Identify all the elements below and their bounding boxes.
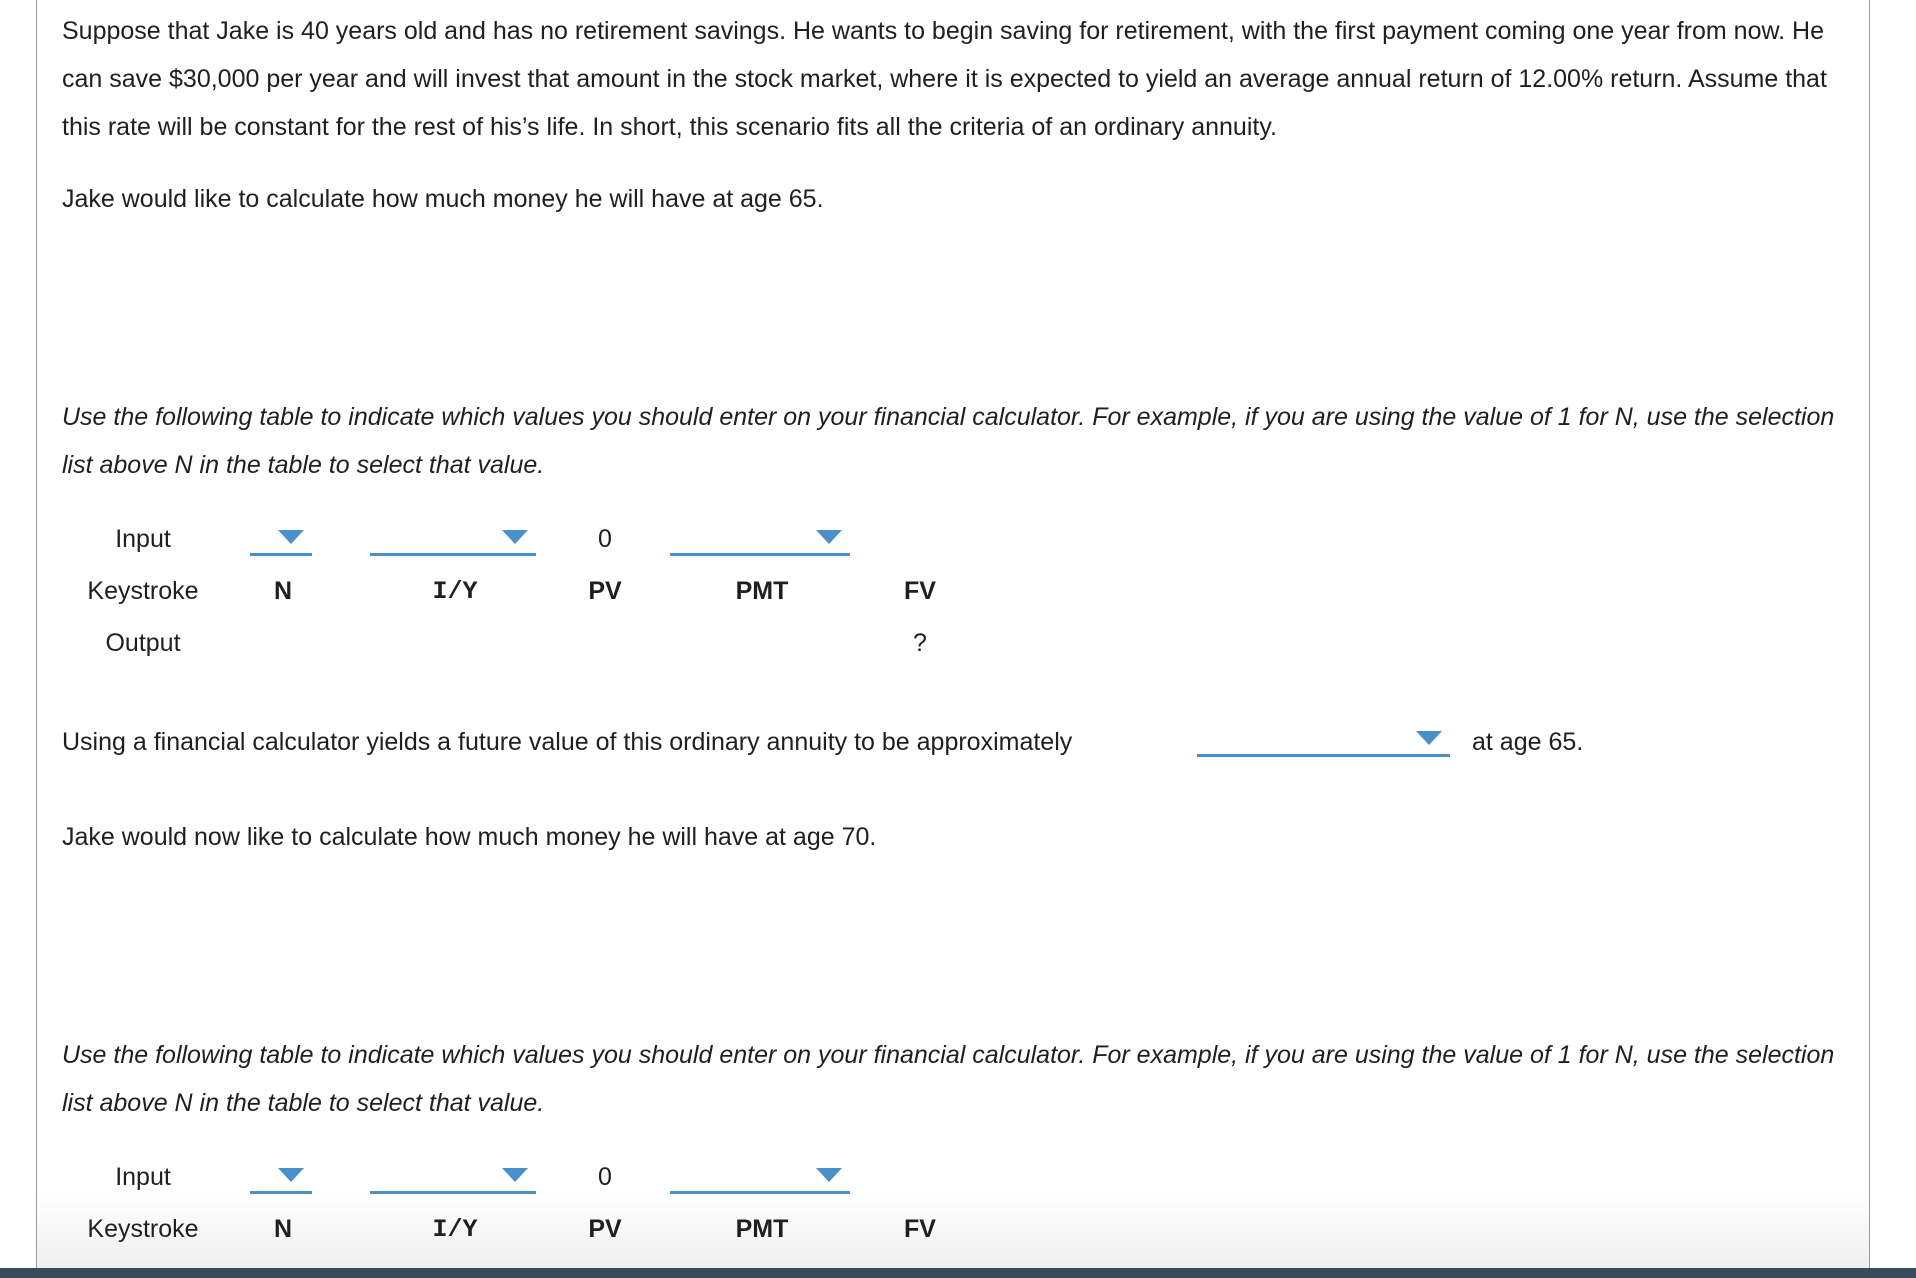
- iy-input-dropdown[interactable]: [370, 526, 536, 556]
- key-pv: PV: [588, 577, 622, 605]
- age-65-question: Jake would like to calculate how much money he will have at age 65.: [62, 185, 824, 213]
- key-pmt: PMT: [735, 1215, 789, 1243]
- fv-output-value: ?: [913, 629, 927, 657]
- key-fv: FV: [904, 577, 936, 605]
- table-instructions-1: Use the following table to indicate which values you should enter on your financial calculator. For example, if you are using the value of 1 for N, use the selection list above N in the table to select that value.: [62, 403, 1835, 479]
- age-70-question: Jake would now like to calculate how much money he will have at age 70.: [62, 823, 877, 851]
- pv-input-value: 0: [598, 525, 612, 553]
- n-input-dropdown[interactable]: [250, 526, 312, 556]
- key-n: N: [273, 1215, 293, 1243]
- chevron-down-icon: [1416, 731, 1442, 745]
- future-value-dropdown[interactable]: [1197, 727, 1450, 757]
- key-pv: PV: [588, 1215, 622, 1243]
- row-label-output: Output: [105, 629, 181, 657]
- row-label-input: Input: [115, 525, 171, 553]
- bottom-bar: [0, 1268, 1916, 1278]
- iy-input-dropdown[interactable]: [370, 1164, 536, 1194]
- key-pmt: PMT: [735, 577, 789, 605]
- chevron-down-icon: [816, 1168, 842, 1182]
- n-input-dropdown[interactable]: [250, 1164, 312, 1194]
- row-label-keystroke: Keystroke: [87, 577, 199, 605]
- chevron-down-icon: [816, 530, 842, 544]
- key-fv: FV: [904, 1215, 936, 1243]
- pv-input-value: 0: [598, 1163, 612, 1191]
- intro-paragraph: Suppose that Jake is 40 years old and has no retirement savings. He wants to begin saving for retirement, with the first payment coming one year from now. He can save $30,000 per year and will invest that amount in the stock market, where it is expected to yield an average annual return of 12.00% return. Assume that this rate will be constant for the rest of his’s life. In short, this scenario fits all the criteria of an ordinary annuity.: [62, 17, 1827, 141]
- chevron-down-icon: [278, 530, 304, 544]
- key-iy: I/Y: [432, 577, 478, 606]
- row-label-keystroke: Keystroke: [87, 1215, 199, 1243]
- chevron-down-icon: [502, 1168, 528, 1182]
- pmt-input-dropdown[interactable]: [670, 526, 850, 556]
- result-sentence-end: at age 65.: [1472, 728, 1584, 756]
- row-label-input: Input: [115, 1163, 171, 1191]
- chevron-down-icon: [278, 1168, 304, 1182]
- key-iy: I/Y: [432, 1215, 478, 1244]
- key-n: N: [273, 577, 293, 605]
- chevron-down-icon: [502, 530, 528, 544]
- pmt-input-dropdown[interactable]: [670, 1164, 850, 1194]
- table-instructions-2: Use the following table to indicate which values you should enter on your financial calculator. For example, if you are using the value of 1 for N, use the selection list above N in the table to select that value.: [62, 1041, 1835, 1117]
- result-sentence-start: Using a financial calculator yields a future value of this ordinary annuity to be approximately: [62, 728, 1073, 756]
